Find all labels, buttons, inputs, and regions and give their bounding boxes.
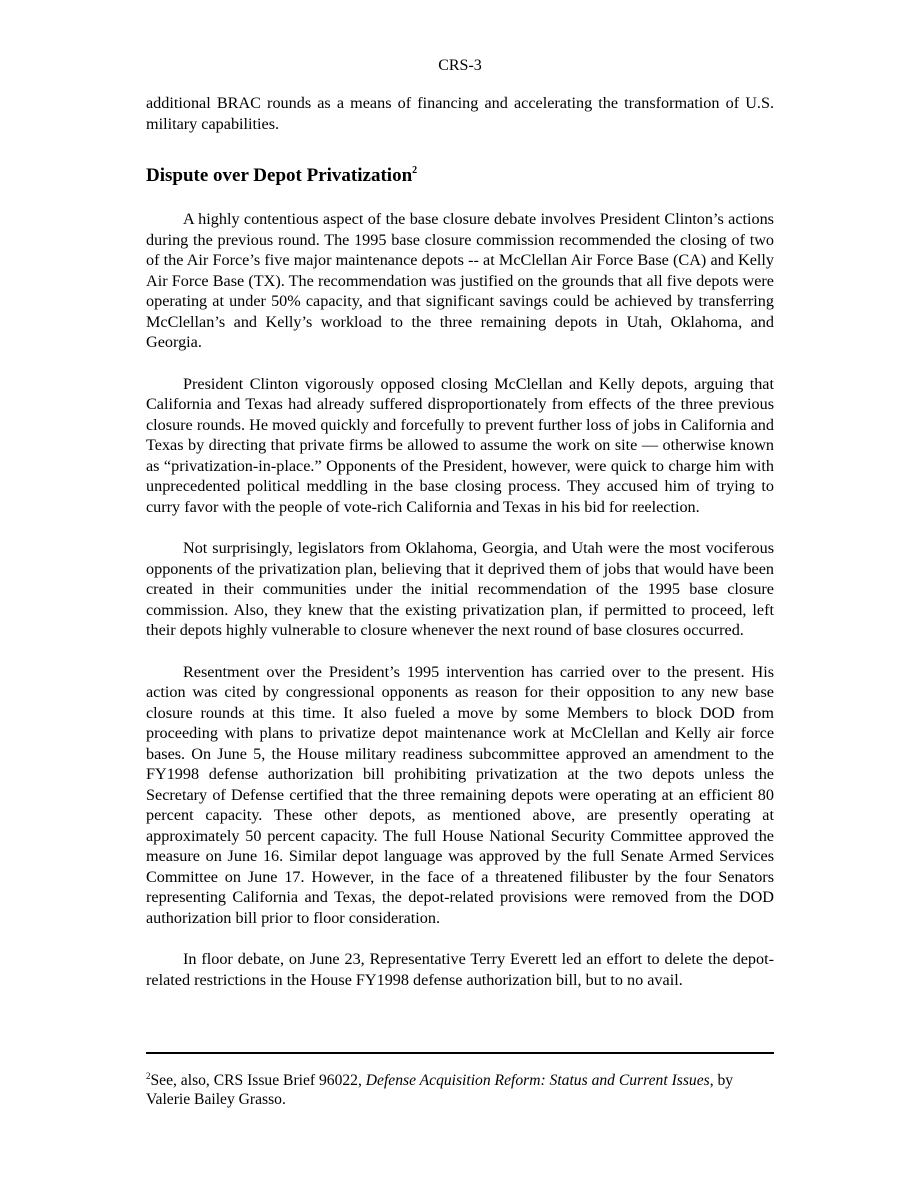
footnote-divider xyxy=(146,1052,774,1054)
main-content xyxy=(146,93,774,1011)
footnote xyxy=(146,1071,774,1109)
heading-footnote-ref[interactable]: 2 xyxy=(412,165,418,176)
footnote-number: 2 xyxy=(146,1071,151,1081)
footnote-prefix: See, also, CRS Issue Brief 96022, xyxy=(150,1072,366,1089)
paragraph-3: Not surprisingly, legislators from Oklahoma, Georgia, and Utah were the most vociferous opponents of the privatization plan, believing that it deprived them of jobs that would have been created in their communities under the initial recommendation of the 1995 base closure commission. Also, they knew that the existing privatization plan, if permitted to proceed, left their depots highly vulnerable to closure whenever the next round of base closures occurred. xyxy=(146,539,774,639)
paragraph-2: President Clinton vigorously opposed closing McClellan and Kelly depots, arguing that California and Texas had already suffered disproportionately from effects of the three previous closure rounds. He moved quickly and forcefully to prevent further loss of jobs in California and Texas by directing that private firms be allowed to assume the work on site — otherwise known as “privatization-in-place.” Opponents of the President, however, were quick to charge him with unprecedented political meddling in the base closing process. They accused him of trying to curry favor with the people of vote-rich California and Texas in his bid for reelection. xyxy=(146,374,774,516)
paragraph-4: Resentment over the President’s 1995 intervention has carried over to the present. His action was cited by congressional opponents as reason for their opposition to any new base closure rounds at this time. It also fueled a move by some Members to block DOD from proceeding with plans to privatize depot maintenance work at McClellan and Kelly air force bases. On June 5, the House military readiness subcommittee approved an amendment to the FY1998 defense authorization bill prohibiting privatization at the two depots unless the Secretary of Defense certified that the three remaining depots were operating at an efficient 80 percent capacity. These other depots, as mentioned above, are presently operating at approximately 50 percent capacity. The full House National Security Committee approved the measure on June 16. Similar depot language was approved by the full Senate Armed Services Committee on June 17. However, in the face of a threatened filibuster by the four Senators representing California and Texas, the depot-related provisions were removed from the DOD authorization bill prior to floor consideration. xyxy=(146,662,774,927)
footnote-suffix: , by Valerie Bailey Grasso. xyxy=(146,1072,734,1108)
paragraph-5: In floor debate, on June 23, Representative Terry Everett led an effort to delete the depot-related restrictions in the House FY1998 defense authorization bill, but to no avail. xyxy=(146,950,774,989)
intro-paragraph: additional BRAC rounds as a means of financing and accelerating the transformation of U.S. military capabilities. xyxy=(146,94,774,133)
section-heading-text: Dispute over Depot Privatization xyxy=(146,165,413,186)
footnote-title: Defense Acquisition Reform: Status and Current Issues xyxy=(365,1072,710,1089)
section-heading xyxy=(146,165,774,187)
paragraph-1: A highly contentious aspect of the base closure debate involves President Clinton’s actions during the previous round. The 1995 base closure commission recommended the closing of two of the Air Force’s five major maintenance depots -- at McClellan Air Force Base (CA) and Kelly Air Force Base (TX). The recommendation was justified on the grounds that all five depots were operating at under 50% capacity, and that significant savings could be achieved by transferring McClellan’s and Kelly’s workload to the three remaining depots in Utah, Oklahoma, and Georgia. xyxy=(146,210,774,351)
page-number: CRS-3 xyxy=(438,57,482,74)
